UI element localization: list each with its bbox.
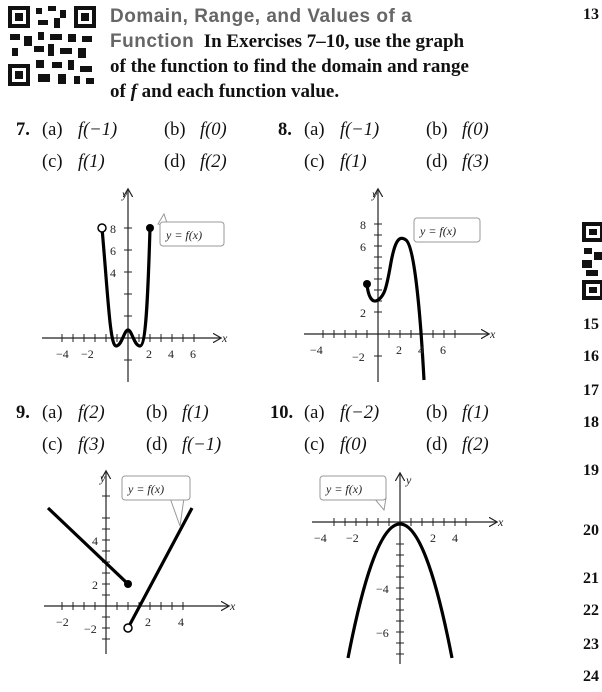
- exercise-number: 7.: [16, 120, 30, 140]
- function-value: f(2): [200, 152, 227, 172]
- part-label: (c): [42, 152, 63, 172]
- tick-label: 2: [146, 347, 152, 361]
- y-axis-label: y: [100, 471, 106, 485]
- exercise-number-right: 18: [583, 414, 599, 431]
- function-label: y = f(x): [420, 224, 457, 238]
- closed-endpoint: [363, 280, 371, 288]
- function-value: f(0): [200, 120, 227, 140]
- tick-label: −2: [346, 531, 359, 545]
- function-value: f(−1): [78, 120, 118, 140]
- part-label: (c): [304, 152, 325, 172]
- heading-instruction-line2: of the function to find the domain and range: [110, 56, 469, 77]
- tick-label: −2: [56, 615, 69, 629]
- graph-exercise-8: [300, 186, 510, 386]
- graph-exercise-10: [300, 468, 520, 668]
- heading-instruction-line3: of f and each function value.: [110, 81, 340, 102]
- exercise-number-right: 20: [583, 522, 599, 539]
- tick-label: 8: [360, 218, 366, 232]
- function-value: f(−1): [182, 435, 222, 455]
- tick-label: 2: [396, 343, 402, 357]
- qr-code-icon-right: [582, 222, 602, 300]
- tick-label: 8: [110, 222, 116, 236]
- function-value: f(−2): [340, 403, 380, 423]
- part-label: (d): [146, 435, 168, 455]
- closed-endpoint: [124, 580, 132, 588]
- function-segment-right: [128, 508, 192, 628]
- tick-label: −4: [56, 347, 69, 361]
- tick-label: 4: [452, 531, 458, 545]
- closed-endpoint: [146, 224, 154, 232]
- function-value: f(0): [340, 435, 367, 455]
- tick-label: 4: [418, 343, 424, 357]
- tick-label: −4: [376, 582, 389, 596]
- function-value: f(0): [462, 120, 489, 140]
- exercise-number: 8.: [278, 120, 292, 140]
- function-value: f(1): [340, 152, 367, 172]
- exercise-number-right: 16: [583, 348, 599, 365]
- tick-label: −6: [376, 626, 389, 640]
- tick-label: 4: [178, 615, 184, 629]
- tick-label: 2: [430, 531, 436, 545]
- part-label: (b): [146, 403, 168, 423]
- tick-label: 6: [360, 240, 366, 254]
- tick-label: 2: [92, 578, 98, 592]
- open-endpoint: [124, 624, 132, 632]
- tick-label: −4: [314, 531, 327, 545]
- heading-title-line2: Function: [110, 31, 195, 52]
- part-label: (a): [304, 120, 325, 140]
- part-label: (a): [304, 403, 325, 423]
- tick-label: 4: [168, 347, 174, 361]
- function-value: f(2): [78, 403, 105, 423]
- function-value: f(3): [78, 435, 105, 455]
- exercise-number-right: 23: [583, 636, 599, 653]
- x-axis-label: x: [230, 599, 236, 613]
- tick-label: 6: [440, 343, 446, 357]
- tick-label: 6: [190, 347, 196, 361]
- x-axis-label: x: [222, 331, 228, 345]
- tick-label: −2: [81, 347, 94, 361]
- tick-label: 4: [110, 266, 116, 280]
- function-value: f(1): [462, 403, 489, 423]
- exercise-number-right: 19: [583, 462, 599, 479]
- y-axis-label: y: [406, 473, 412, 487]
- part-label: (d): [164, 152, 186, 172]
- y-axis-label: y: [372, 187, 378, 201]
- part-label: (b): [426, 403, 448, 423]
- part-label: (d): [426, 435, 448, 455]
- function-label: y = f(x): [326, 482, 363, 496]
- function-curve: [367, 238, 424, 380]
- y-axis-label: y: [122, 187, 128, 201]
- x-axis-label: x: [498, 515, 504, 529]
- tick-label: 2: [145, 615, 151, 629]
- tick-label: −4: [310, 343, 323, 357]
- part-label: (a): [42, 120, 63, 140]
- graph-exercise-7: [30, 186, 240, 386]
- section-heading: [110, 4, 540, 104]
- part-label: (a): [42, 403, 63, 423]
- tick-label: 4: [92, 534, 98, 548]
- label-pointer: [170, 498, 184, 526]
- x-axis-label: x: [490, 327, 496, 341]
- exercise-number-right: 17: [583, 382, 599, 399]
- function-value: f(1): [78, 152, 105, 172]
- part-label: (c): [42, 435, 63, 455]
- function-segment-left: [48, 508, 128, 584]
- graph-exercise-9: [30, 468, 250, 668]
- part-label: (c): [304, 435, 325, 455]
- part-label: (d): [426, 152, 448, 172]
- part-label: (b): [164, 120, 186, 140]
- tick-label: 6: [110, 244, 116, 258]
- exercise-number-right: 21: [583, 570, 599, 587]
- heading-title-line1: Domain, Range, and Values of a: [110, 6, 413, 27]
- exercise-number-right: 24: [583, 668, 599, 685]
- function-value: f(−1): [340, 120, 380, 140]
- open-endpoint: [98, 224, 106, 232]
- qr-code-icon: [8, 6, 96, 86]
- exercise-number-right: 15: [583, 316, 599, 333]
- tick-label: −2: [352, 350, 365, 364]
- function-label: y = f(x): [128, 482, 165, 496]
- heading-instruction-line1: In Exercises 7–10, use the graph: [203, 31, 465, 52]
- exercise-number-right: 22: [583, 602, 599, 619]
- exercise-number: 9.: [16, 403, 30, 423]
- part-label: (b): [426, 120, 448, 140]
- function-value: f(2): [462, 435, 489, 455]
- exercise-number: 10.: [270, 403, 294, 423]
- function-label: y = f(x): [166, 228, 203, 242]
- tick-label: −2: [84, 622, 97, 636]
- function-value: f(3): [462, 152, 489, 172]
- tick-label: 2: [360, 306, 366, 320]
- exercise-number-right: 13: [583, 6, 599, 23]
- function-value: f(1): [182, 403, 209, 423]
